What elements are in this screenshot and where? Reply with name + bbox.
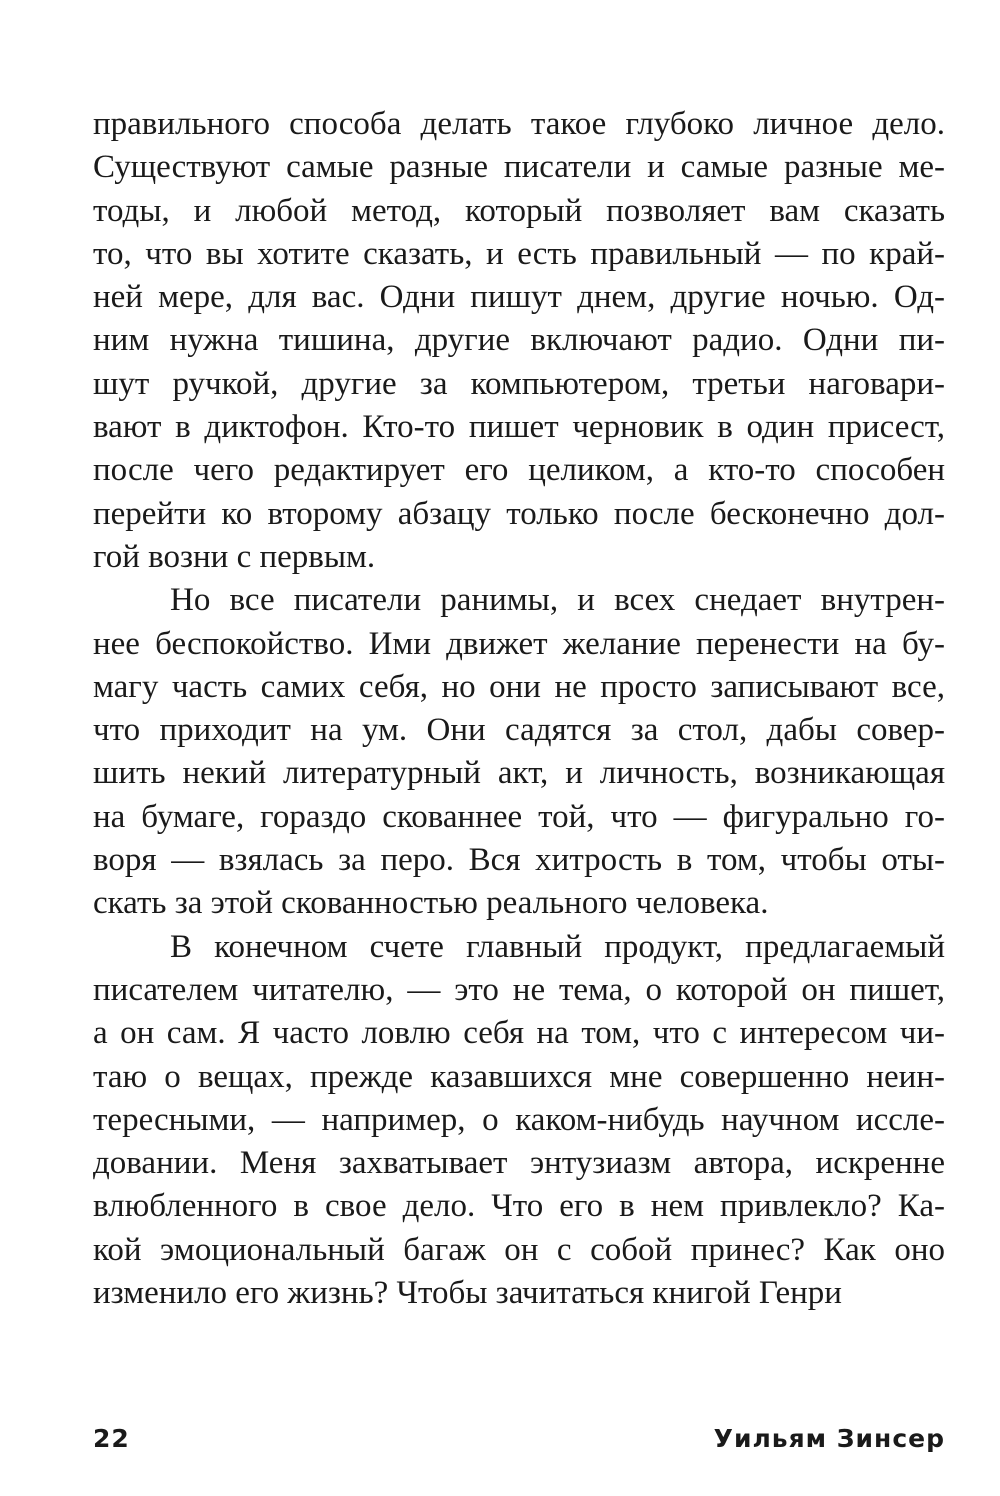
text-line: шить некий литературный акт, и личность, возникающая <box>93 755 945 792</box>
page-number: 22 <box>93 1423 130 1453</box>
text-line: ней мере, для вас. Одни пишут днем, другие ночью. Од- <box>93 279 945 316</box>
text-line: то, что вы хотите сказать, и есть правильный — по край- <box>93 235 945 272</box>
text-line: таю о вещах, прежде казавшихся мне совершенно неин- <box>93 1058 945 1095</box>
text-line: ним нужна тишина, другие включают радио. Одни пи- <box>93 322 945 359</box>
text-line: тересными, — например, о каком-нибудь научном иссле- <box>93 1101 945 1138</box>
text-line: правильного способа делать такое глубоко личное дело. <box>93 106 945 142</box>
text-line: нее беспокойство. Ими движет желание перенести на бу- <box>93 625 945 662</box>
text-line: скать за этой скованностью реального человека. <box>93 885 769 922</box>
paragraph <box>93 926 945 1316</box>
paragraph <box>93 103 945 579</box>
text-line: тоды, и любой метод, который позволяет вам сказать <box>93 192 945 229</box>
body-text <box>93 103 945 1315</box>
text-line: шут ручкой, другие за компьютером, третьи наговари- <box>93 365 945 402</box>
text-line: довании. Меня захватывает энтузиазм автора, искренне <box>93 1145 945 1182</box>
text-line: перейти ко второму абзацу только после бесконечно дол- <box>93 495 945 532</box>
text-line: а он сам. Я часто ловлю себя на том, что с интересом чи- <box>93 1015 945 1052</box>
text-line: вают в диктофон. Кто-то пишет черновик в один присест, <box>93 409 945 446</box>
text-line: гой возни с первым. <box>93 538 376 575</box>
text-line: что приходит на ум. Они садятся за стол, дабы совер- <box>93 712 945 749</box>
text-line: Существуют самые разные писатели и самые разные ме- <box>93 149 945 186</box>
page-footer <box>93 1420 945 1456</box>
text-line: влюбленного в свое дело. Что его в нем привлекло? Ка- <box>93 1188 945 1225</box>
text-line: на бумаге, гораздо скованнее той, что — фигурально го- <box>93 798 945 835</box>
text-line: магу часть самих себя, но они не просто записывают все, <box>93 668 945 705</box>
paragraph <box>93 579 945 925</box>
running-author: Уильям Зинсер <box>713 1423 945 1453</box>
text-line: изменило его жизнь? Чтобы зачитаться книгой Генри <box>93 1275 842 1312</box>
text-line: Но все писатели ранимы, и всех снедает внутрен- <box>170 582 945 619</box>
text-line: воря — взялась за перо. Вся хитрость в том, чтобы оты- <box>93 842 945 879</box>
text-line: кой эмоциональный багаж он с собой принес? Как оно <box>93 1231 945 1268</box>
text-line: после чего редактирует его целиком, а кто-то способен <box>93 452 945 489</box>
text-line: писателем читателю, — это не тема, о которой он пишет, <box>93 971 945 1008</box>
text-line: В конечном счете главный продукт, предлагаемый <box>170 928 945 965</box>
